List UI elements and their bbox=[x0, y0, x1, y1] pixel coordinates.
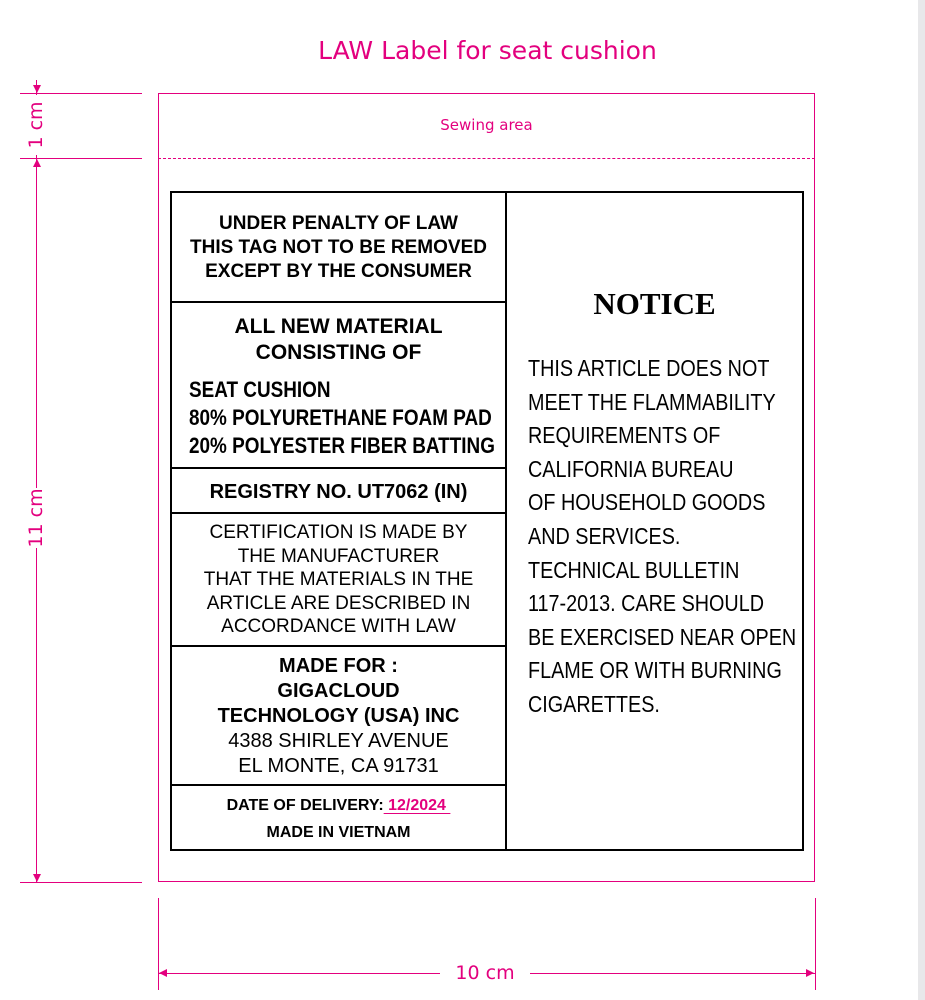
delivery-date-value: 12/2024 bbox=[383, 797, 451, 814]
dim-label-11cm: 11 cm bbox=[25, 488, 47, 548]
dim-arrow-top bbox=[33, 85, 41, 93]
penalty-statement: UNDER PENALTY OF LAW THIS TAG NOT TO BE REMOVED EXCEPT BY THE CONSUMER bbox=[190, 213, 487, 282]
dim-tick-top bbox=[20, 93, 142, 94]
right-edge-strip bbox=[918, 0, 925, 1000]
row-divider-4 bbox=[170, 645, 506, 647]
country-of-origin: MADE IN VIETNAM bbox=[266, 824, 411, 841]
dim-label-1cm: 1 cm bbox=[25, 95, 47, 155]
row-divider-2 bbox=[170, 467, 506, 469]
material-list: SEAT CUSHION 80% POLYURETHANE FOAM PAD 20% POLYESTER FIBER BATTING bbox=[189, 377, 495, 458]
certification-statement: CERTIFICATION IS MADE BY THE MANUFACTURER THAT THE MATERIALS IN THE ARTICLE ARE DESCRIBED IN ACCORDANCE WITH LAW bbox=[203, 522, 474, 637]
dim-label-10cm: 10 cm bbox=[440, 962, 530, 984]
notice-title: NOTICE bbox=[593, 286, 716, 321]
dim-arrow-bottom bbox=[33, 874, 41, 882]
notice-body: THIS ARTICLE DOES NOT MEET THE FLAMMABILITY REQUIREMENTS OF CALIFORNIA BUREAU OF HOUSEHOLD GOODS AND SERVICES. TECHNICAL BULLETIN 117-2013. CARE SHOULD BE EXERCISED NEAR OPEN FLAME OR WITH BURNING CIGARETTES. bbox=[528, 355, 797, 717]
row-divider-1 bbox=[170, 301, 506, 303]
dim-arrow-sew-up bbox=[33, 159, 41, 167]
dim-tick-bottom bbox=[20, 882, 142, 883]
delivery-date bbox=[172, 796, 505, 816]
dim-tick-right bbox=[815, 898, 816, 990]
delivery-date-label: DATE OF DELIVERY: bbox=[226, 797, 384, 814]
page-title: LAW Label for seat cushion bbox=[318, 36, 657, 65]
sewing-area-label: Sewing area bbox=[440, 116, 533, 134]
row-divider-3 bbox=[170, 512, 506, 514]
row-divider-5 bbox=[170, 784, 506, 786]
material-heading: ALL NEW MATERIAL CONSISTING OF bbox=[234, 315, 443, 364]
registry-number: REGISTRY NO. UT7062 (IN) bbox=[209, 481, 468, 503]
dim-arrow-left bbox=[159, 969, 167, 977]
sewing-line bbox=[158, 158, 815, 159]
manufacturer-info: MADE FOR : GIGACLOUD TECHNOLOGY (USA) INC 4388 SHIRLEY AVENUE EL MONTE, CA 91731 bbox=[217, 655, 460, 777]
dim-arrow-right bbox=[806, 969, 814, 977]
